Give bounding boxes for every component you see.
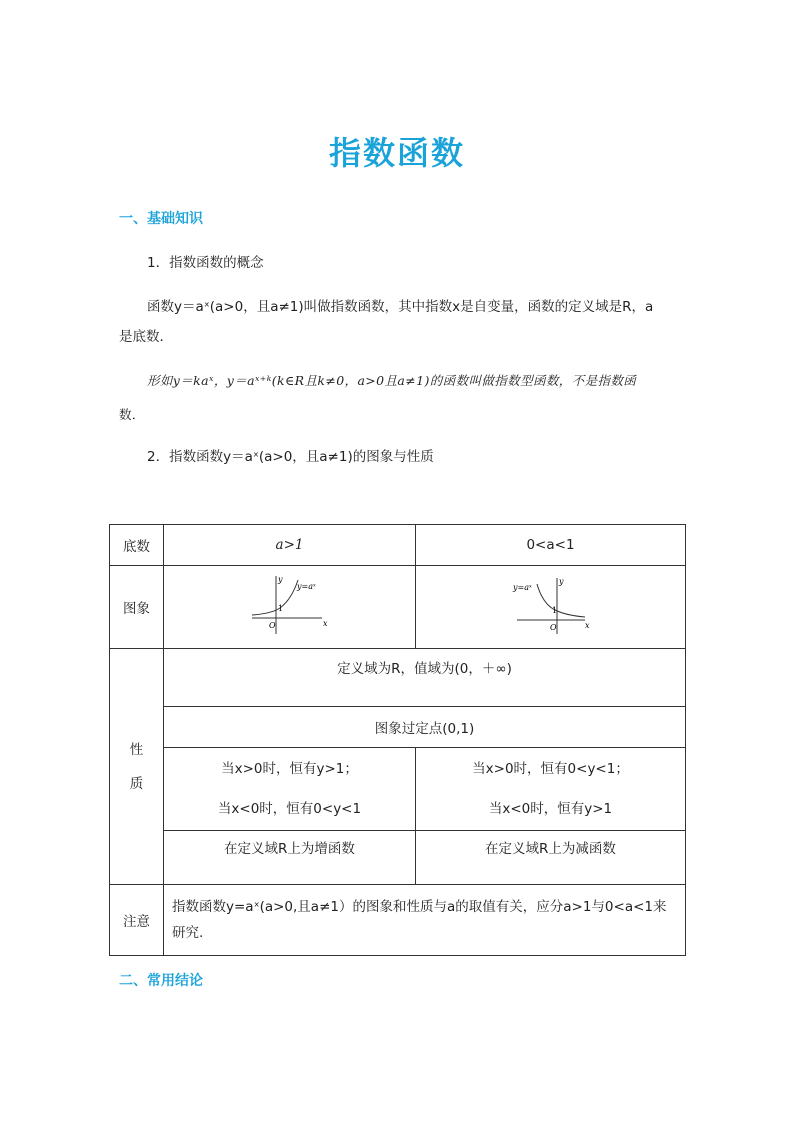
gt1-behavior-cell: [164, 748, 416, 831]
gt1-neg-text: 当x<0时，恒有0<y<1: [217, 801, 362, 817]
section-heading-common: 二、常用结论: [119, 973, 203, 989]
exponential-type-line-2: 数．: [119, 407, 145, 422]
fixed-point-row: [110, 707, 686, 748]
increasing-cell: 在定义域R上为增函数: [164, 831, 416, 885]
y-axis-label: y: [558, 577, 564, 586]
graph-label-cell: 图象: [110, 566, 164, 649]
definition-line-1: 函数y＝aˣ(a>0，且a≠1)叫做指数函数，其中指数x是自变量，函数的定义域是R，a: [147, 299, 654, 315]
graph-decreasing: [511, 574, 591, 636]
lt1-pos-text: 当x>0时，恒有0<y<1；: [472, 761, 629, 777]
graph-increasing: [250, 574, 330, 636]
properties-label-2: 质: [129, 775, 144, 792]
graph-increasing-cell: [164, 566, 416, 649]
item1-heading: 1．指数函数的概念: [147, 255, 264, 271]
curve-increasing: [252, 580, 298, 615]
curve-decreasing: [537, 584, 585, 617]
page-title: 指数函数: [328, 134, 465, 172]
origin-label: O: [549, 623, 557, 632]
y-axis-label: y: [277, 575, 283, 584]
header-row: [110, 525, 686, 566]
note-label-cell: 注意: [110, 885, 164, 956]
sign-behavior-row: [110, 748, 686, 831]
note-text-cell: 指数函数y=aˣ(a>0,且a≠1）的图象和性质与a的取值有关，应分a>1与0<a<1来研究.: [164, 885, 686, 956]
x-axis-label: x: [584, 621, 590, 630]
col-a-gt-1: a>1: [164, 525, 416, 566]
definition-line-2: 是底数．: [119, 329, 173, 345]
x-axis-label: x: [322, 619, 328, 628]
decreasing-cell: 在定义域R上为减函数: [416, 831, 686, 885]
gt1-pos-text: 当x>0时，恒有y>1；: [221, 761, 358, 777]
base-label-cell: 底数: [110, 525, 164, 566]
lt1-behavior-cell: [416, 748, 686, 831]
graph-row: [110, 566, 686, 649]
note-row: [110, 885, 686, 956]
lt1-neg-text: 当x<0时，恒有y>1: [488, 801, 613, 817]
graph-decreasing-cell: [416, 566, 686, 649]
col-a-lt-1: 0<a<1: [416, 525, 686, 566]
curve-label: y=aˣ: [296, 582, 316, 591]
curve-label: y=aˣ: [512, 583, 532, 592]
one-label: 1: [277, 604, 283, 613]
origin-label: O: [268, 621, 276, 630]
item2-heading: 2．指数函数y＝aˣ(a>0，且a≠1)的图象与性质: [147, 449, 434, 465]
section-heading-basic: 一、基础知识: [119, 211, 203, 227]
domain-range-cell: 定义域为R，值域为(0，＋∞): [164, 649, 686, 707]
properties-label-1: 性: [129, 741, 144, 758]
domain-range-row: [110, 649, 686, 707]
one-label: 1: [551, 606, 557, 615]
properties-label-cell: [110, 649, 164, 885]
exponential-type-line-1: 形如y＝kaˣ，y＝aˣ⁺ᵏ(k∈R且k≠0，a>0且a≠1)的函数叫做指数型函数，不是指数函: [147, 373, 637, 388]
properties-table: [109, 524, 686, 956]
monotonicity-row: [110, 831, 686, 885]
fixed-point-cell: 图象过定点(0,1): [164, 707, 686, 748]
